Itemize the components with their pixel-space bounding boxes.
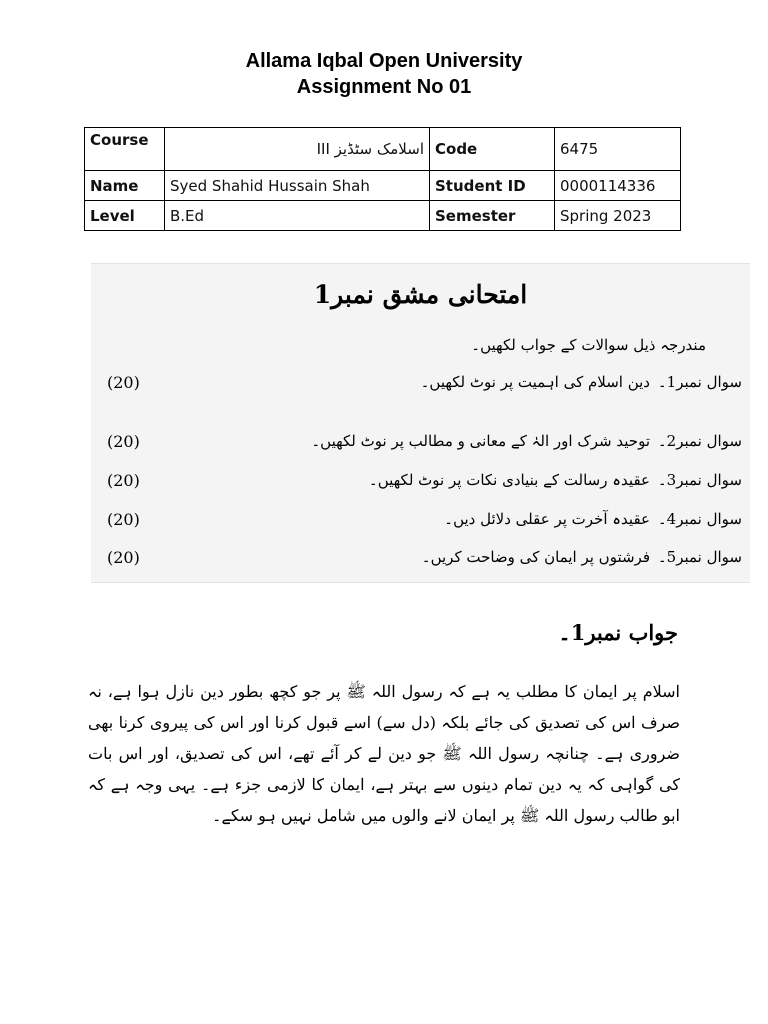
question-number: سوال نمبر4۔ xyxy=(657,510,742,528)
question-text: فرشتوں پر ایمان کی وضاحت کریں۔ xyxy=(421,548,650,566)
university-title: Allama Iqbal Open University xyxy=(245,50,523,72)
student-info-table xyxy=(84,127,681,231)
name-label: Name xyxy=(85,171,165,201)
student-id-label: Student ID xyxy=(430,171,555,201)
answer-heading: جواب نمبر1۔ xyxy=(558,620,678,645)
question-row xyxy=(91,548,750,574)
exam-instruction: مندرجہ ذیل سوالات کے جواب لکھیں۔ xyxy=(471,336,706,354)
question-marks: (20) xyxy=(107,471,140,490)
student-id-value: 0000114336 xyxy=(555,171,681,201)
question-marks: (20) xyxy=(107,548,140,567)
question-marks: (20) xyxy=(107,432,140,451)
question-number: سوال نمبر2۔ xyxy=(657,432,742,450)
question-row xyxy=(91,510,750,536)
exam-title: امتحانی مشق نمبر1 xyxy=(313,280,528,309)
code-value: 6475 xyxy=(555,128,681,171)
question-row xyxy=(91,471,750,497)
question-text: توحید شرک اور الہٰ کے معانی و مطالب پر نوٹ لکھیں۔ xyxy=(311,432,650,450)
question-marks: (20) xyxy=(107,373,140,392)
question-row xyxy=(91,373,750,399)
question-marks: (20) xyxy=(107,510,140,529)
info-row-name xyxy=(85,171,681,201)
question-row xyxy=(91,432,750,458)
course-label: Course xyxy=(85,128,165,171)
info-row-course xyxy=(85,128,681,171)
name-value: Syed Shahid Hussain Shah xyxy=(165,171,430,201)
question-number: سوال نمبر5۔ xyxy=(657,548,742,566)
question-text: عقیدہ آخرت پر عقلی دلائل دیں۔ xyxy=(444,510,650,528)
question-text: دین اسلام کی اہمیت پر نوٹ لکھیں۔ xyxy=(420,373,650,391)
info-row-level xyxy=(85,201,681,231)
question-text: عقیدہ رسالت کے بنیادی نکات پر نوٹ لکھیں۔ xyxy=(368,471,650,489)
exam-questions-scan xyxy=(91,263,750,583)
semester-label: Semester xyxy=(430,201,555,231)
assignment-title: Assignment No 01 xyxy=(296,76,472,98)
code-label: Code xyxy=(430,128,555,171)
course-value: اسلامک سٹڈیز III xyxy=(165,128,430,171)
question-number: سوال نمبر1۔ xyxy=(657,373,742,391)
answer-paragraph: اسلام پر ایمان کا مطلب یہ ہے کہ رسول اللہ ﷺ پر جو کچھ بطور دین نازل ہوا ہے، نہ صرف اس کی تصدیق کی جائے بلکہ (دل سے) اسے قبول کرنا اور اس کی پیروی کرنا بھی ضروری ہے۔ چنانچہ رسول اللہ ﷺ جو دین لے کر آئے تھے، اس کی تصدیق، اور اس بات کی گواہی کہ یہ دین تمام دینوں سے بہتر ہے، ایمان کا لازمی جزء ہے۔ یہی وجہ ہے کہ ابو طالب رسول اللہ ﷺ پر ایمان لانے والوں میں شامل نہیں ہو سکے۔ xyxy=(88,682,681,825)
document-header xyxy=(0,48,768,100)
level-value: B.Ed xyxy=(165,201,430,231)
semester-value: Spring 2023 xyxy=(555,201,681,231)
question-number: سوال نمبر3۔ xyxy=(657,471,742,489)
level-label: Level xyxy=(85,201,165,231)
